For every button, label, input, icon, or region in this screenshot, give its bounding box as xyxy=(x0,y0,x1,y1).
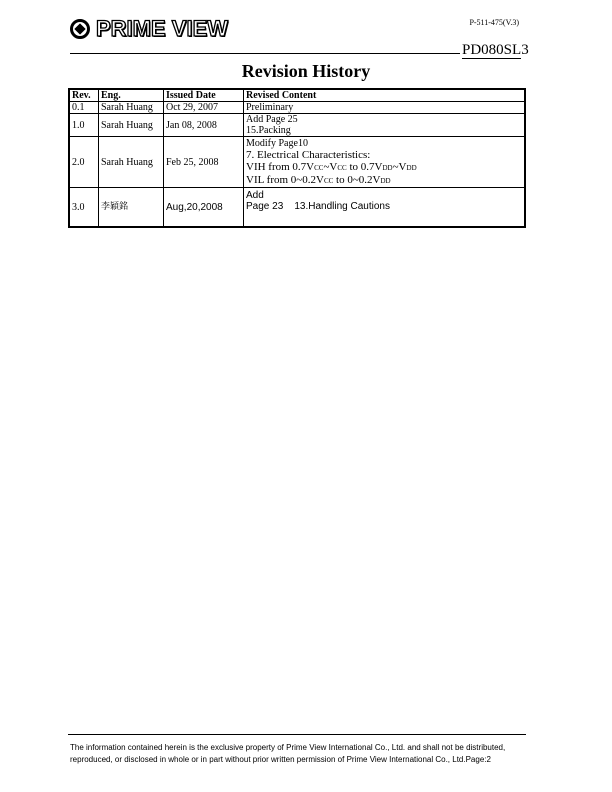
cell-eng: Sarah Huang xyxy=(99,137,164,188)
document-number: P-511-475(V.3) xyxy=(469,18,519,27)
footer-notice: The information contained herein is the exclusive property of Prime View International Co., Ltd. and shall not be distributed, reproduced, or disclosed in whole or in part without prior written permission of Prime View International Co., Ltd.Page:2 xyxy=(70,743,506,764)
cell-rev: 2.0 xyxy=(69,137,99,188)
header-revised-content: Revised Content xyxy=(244,89,526,102)
cell-date: Oct 29, 2007 xyxy=(164,102,244,114)
cell-eng: Sarah Huang xyxy=(99,114,164,137)
cell-eng: Sarah Huang xyxy=(99,102,164,114)
cell-date: Feb 25, 2008 xyxy=(164,137,244,188)
table-header-row xyxy=(69,89,525,102)
company-logo xyxy=(70,16,228,42)
prime-view-logo-icon xyxy=(70,19,90,39)
table-row xyxy=(69,137,525,188)
cell-rev: 3.0 xyxy=(69,188,99,228)
cell-content: Modify Page10 7. Electrical Characteristics: VIH from 0.7VCC~VCC to 0.7VDD~VDD VIL from 0~0.2VCC to 0~0.2VDD xyxy=(244,137,526,188)
model-number: PD080SL3 xyxy=(462,42,529,58)
header-rule xyxy=(70,53,460,54)
footer-rule xyxy=(68,734,526,735)
cell-content: Preliminary xyxy=(244,102,526,114)
header-issued-date: Issued Date xyxy=(164,89,244,102)
cell-rev: 0.1 xyxy=(69,102,99,114)
vil-line: VIL from 0~0.2VCC to 0~0.2VDD xyxy=(246,173,391,186)
cell-content: Add Page 23 13.Handling Cautions xyxy=(244,188,526,228)
vih-line: VIH from 0.7VCC~VCC to 0.7VDD~VDD xyxy=(246,160,417,173)
cell-eng: 李穎銘 xyxy=(99,188,164,228)
table-row xyxy=(69,102,525,114)
cell-content: Add Page 25 15.Packing xyxy=(244,114,526,137)
brand-name: PRIME VIEW xyxy=(96,16,229,41)
header-rev: Rev. xyxy=(69,89,99,102)
cell-date: Aug,20,2008 xyxy=(164,188,244,228)
page-title: Revision History xyxy=(241,61,371,81)
table-row xyxy=(69,188,525,228)
revision-table xyxy=(68,88,526,228)
table-row xyxy=(69,114,525,137)
header-eng: Eng. xyxy=(99,89,164,102)
cell-rev: 1.0 xyxy=(69,114,99,137)
cell-date: Jan 08, 2008 xyxy=(164,114,244,137)
